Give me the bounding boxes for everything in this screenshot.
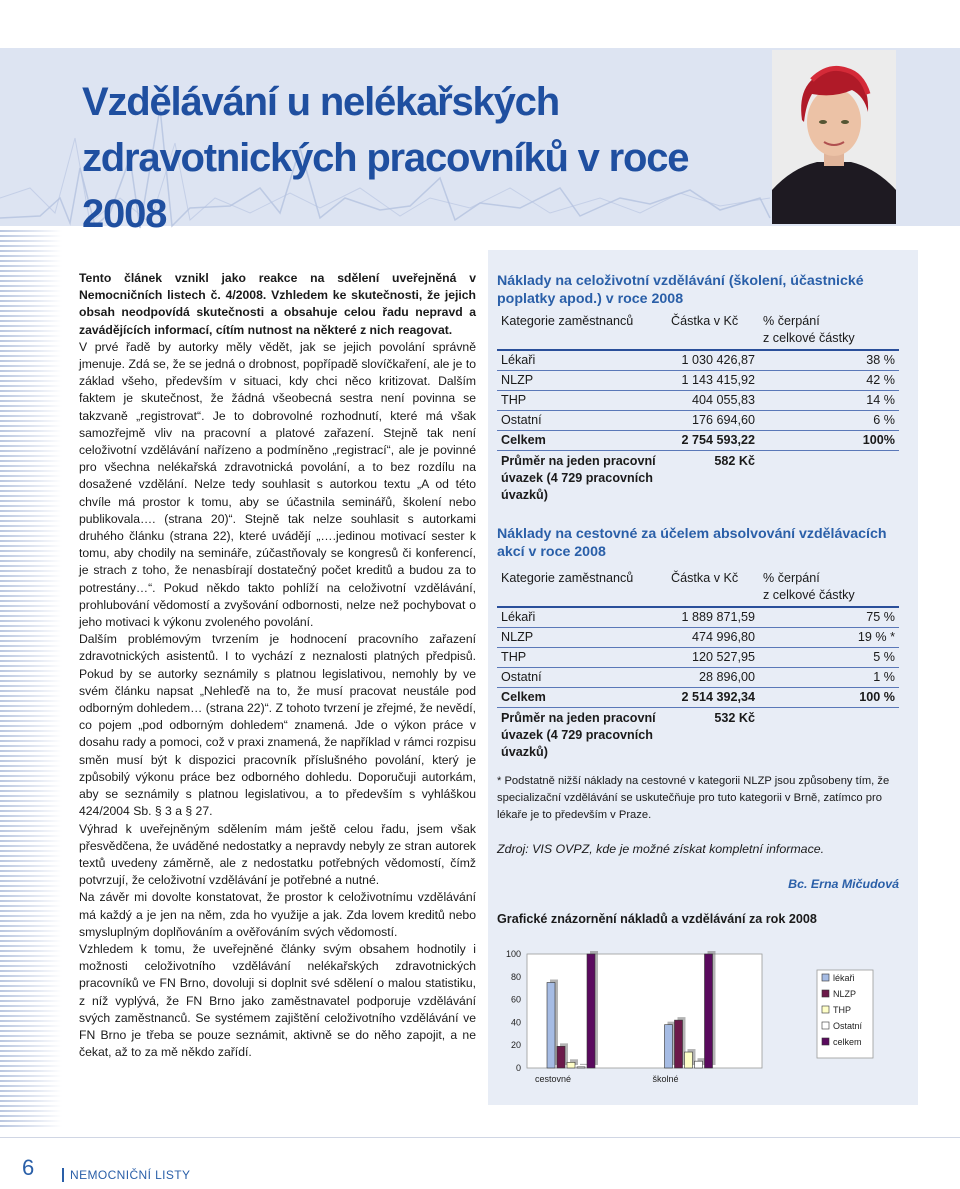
author-photo xyxy=(772,50,896,224)
page-number: 6 xyxy=(22,1155,35,1180)
article-paragraph: Dalším problémovým tvrzením je hodnocení pracovního zařazení zdravotnických asistentů. I to vychází z neznalosti platných předpisů. Pokud by se autorky seznámily s platnou legislativou, nemohly by ve svém článku napsat „Nehleďě na to, že musí pracovat neustále pod odborným dohledem… (strana 22)“. Z tohoto tvrzení je zřejmé, že nevědí, co pojem „pod odborným dohledem“ znamená. Jde o výkon práce v dosahu rady a pomoci, což v praxi znamená, že například v rámci rozpisu směn musí být k dispozici pracovník příslušného povolání, který je způsobilý výkonu práce bez odborného dohledu. Doporučuji autorkám, aby se seznámily s platnou legislativou, a to především s vyhláškou 424/2004 Sb. § 3 a § 27. xyxy=(79,632,476,819)
table-row: Lékaři 1 030 426,87 38 % xyxy=(497,350,899,371)
table-row: THP 404 055,83 14 % xyxy=(497,391,899,411)
title-line-1: Vzdělávání u nelékařských xyxy=(82,80,559,124)
legend-label: Ostatní xyxy=(833,1021,863,1031)
x-category-label: školné xyxy=(652,1074,679,1084)
legend-swatch xyxy=(822,990,829,997)
legend-label: THP xyxy=(833,1005,851,1015)
y-tick-label: 60 xyxy=(510,994,521,1005)
table-total-row: Celkem 2 754 593,22 100% xyxy=(497,431,899,451)
legend-swatch xyxy=(822,1006,829,1013)
chart-heading: Grafické znázornění nákladů a vzdělávání za rok 2008 xyxy=(497,912,817,926)
title-line-2: zdravotnických pracovníků v roce 2008 xyxy=(82,136,689,236)
legend-swatch xyxy=(822,974,829,981)
y-tick-label: 20 xyxy=(510,1040,521,1051)
table-header-row xyxy=(497,310,899,350)
magazine-brand: NEMOCNIČNÍ LISTY xyxy=(70,1168,191,1182)
travel-costs-table xyxy=(497,567,899,761)
bar-Ostatní xyxy=(577,1067,585,1068)
bar-Ostatní xyxy=(695,1061,703,1068)
footer-bar xyxy=(62,1168,64,1182)
legend-label: NLZP xyxy=(833,989,857,999)
legend-label: lékaři xyxy=(833,973,855,983)
footnote: * Podstatně nižší náklady na cestovné v kategorii NLZP jsou způsobeny tím, že specializační vzdělávání se uskutečňuje pro tuto kategorii v Brně, zatímco pro lékaře je to především v Praze. xyxy=(497,775,890,821)
travel-costs-section xyxy=(497,525,899,761)
bar-lékaři xyxy=(547,983,555,1069)
source-note: Zdroj: VIS OVPZ, kde je možné získat kompletní informace. xyxy=(497,842,825,856)
table-row: THP 120 527,95 5 % xyxy=(497,648,899,668)
table-header-row xyxy=(497,567,899,607)
table-average-row: Průměr na jeden pracovní úvazek (4 729 pracovních úvazků) 582 Kč xyxy=(501,454,755,502)
education-costs-heading: Náklady na celoživotní vzdělávání (školení, účastnické poplatky apod.) v roce 2008 xyxy=(497,273,864,307)
article-paragraph: Výhrad k uveřejněným sdělením mám ještě celou řadu, jsem však přesvědčena, že uváděné nedostatky a nepravdy nebyly ze stran autorek textů uvedeny záměrně, ale z nedostatku potřebných vědomostí, čímž potvrzují, že celoživotní vzdělávání je potřebné a nutné. xyxy=(79,821,476,888)
bar-lékaři xyxy=(665,1025,673,1068)
education-costs-section xyxy=(497,272,899,504)
article-paragraph: V prvé řadě by autorky měly vědět, jak se jejich povolání správně jmenuje. Zdá se, že se jedná o drobnost, popřípadě slovíčkaření, ale je to základ všeho, především v situaci, kdy chci něco kritizovat. Dalším faktem je skutečnost, že žádná všeobecná sestra není povinna se takzvaně „registrovat“. Je to dobrovolné rozhodnutí, které má však samozřejmě vliv na pracovní a platové zařazení. Stejně tak není celoživotní vzdělávání nařízeno a podmíněno „registrací“, ale je povinné pro všechna nelékařská zdravotnická povolání, a to bez rozdílu na dosažené vzdělání. Nelze tedy souhlasit s autorkou textu „A od této chvíle má prostor k tomu, aby se účastnila seminářů, školení nebo publikovala…. (strana 20)“. Stejně tak nelze souhlasit s autorkami druhého článku (strana 22), které uvádějí „….jedinou motivací sester k tomu, aby chodily na semináře, zúčastňovaly se kongresů či konferencí, je strach z toho, že nenasbírají dostatečný počet kreditů a budou za to potrestány…“. Pokud někdo takto pohlíží na celoživotní vzdělávání, prohlubování vědomostí a zvyšování odbornosti, nelze než pochybovat o jeho motivaci k výkonu zvoleného povolání. xyxy=(79,339,476,630)
col-percent: % čerpání z celkové částky xyxy=(759,567,899,607)
y-tick-label: 100 xyxy=(505,949,521,959)
article-paragraph: Na závěr mi dovolte konstatovat, že prostor k celoživotnímu vzdělávání má každý a je jen na něm, zda ho využije a jak. Zda lovem kreditů nebo smysluplným doplňováním a ověřováním svých vědomostí. xyxy=(79,890,476,939)
col-category: Kategorie zaměstnanců xyxy=(497,567,667,607)
bar-THP xyxy=(567,1062,575,1068)
col-amount: Částka v Kč xyxy=(667,310,759,350)
bar-celkem xyxy=(587,954,595,1068)
table-row: Ostatní 28 896,00 1 % xyxy=(497,668,899,688)
article-paragraph: Vzhledem k tomu, že uveřejněné články svým obsahem hodnotily i možnosti celoživotního vzdělávání nelékařských zdravotnických pracovníků ve FN Brno, dovoluji si doplnit své sdělení o malou statistiku, z níž vyplývá, že FN Brno jako zaměstnavatel podporuje vzdělávání svých zaměstnanců. Se systémem zajištění celoživotního vzdělávání ve FN Brno je třeba se pouze seznámit, aktivně se do něho zapojit, a ne čekat, až to za mě někdo zařídí. xyxy=(79,941,476,1060)
y-tick-label: 0 xyxy=(515,1063,521,1073)
stripe-decoration xyxy=(0,230,62,1130)
legend-swatch xyxy=(822,1022,829,1029)
travel-costs-heading: Náklady na cestovné za účelem absolvování vzdělávacích akcí v roce 2008 xyxy=(497,526,887,560)
table-row: NLZP 1 143 415,92 42 % xyxy=(497,371,899,391)
y-tick-label: 80 xyxy=(510,971,521,982)
col-category: Kategorie zaměstnanců xyxy=(497,310,667,350)
table-row: Lékaři 1 889 871,59 75 % xyxy=(497,607,899,628)
page-title xyxy=(82,74,762,242)
col-percent: % čerpání z celkové částky xyxy=(759,310,899,350)
table-row: NLZP 474 996,80 19 % * xyxy=(497,628,899,648)
education-costs-table xyxy=(497,310,899,504)
costs-bar-chart xyxy=(497,940,897,1090)
footer-divider xyxy=(0,1137,960,1138)
y-tick-label: 40 xyxy=(510,1017,521,1028)
bar-NLZP xyxy=(557,1046,565,1068)
table-row: Ostatní 176 694,60 6 % xyxy=(497,411,899,431)
legend-swatch xyxy=(822,1038,829,1045)
legend-label: celkem xyxy=(833,1037,862,1047)
article-lead: Tento článek vznikl jako reakce na sdělení uveřejněná v Nemocničních listech č. 4/2008. Vzhledem ke skutečnosti, že jejich obsah neodpovídá skutečnosti a obsahuje celou řadu nepravd a zavádějících informací, cítím nutnost na některé z nich reagovat. xyxy=(79,271,476,337)
table-total-row: Celkem 2 514 392,34 100 % xyxy=(497,688,899,708)
author-signature: Bc. Erna Mičudová xyxy=(788,877,899,891)
table-average-row: Průměr na jeden pracovní úvazek (4 729 pracovních úvazků) 532 Kč xyxy=(501,711,755,759)
col-amount: Částka v Kč xyxy=(667,567,759,607)
bar-NLZP xyxy=(675,1020,683,1068)
bar-celkem xyxy=(705,954,713,1068)
x-category-label: cestovné xyxy=(535,1074,572,1084)
bar-THP xyxy=(685,1052,693,1068)
article-body xyxy=(79,270,476,1061)
